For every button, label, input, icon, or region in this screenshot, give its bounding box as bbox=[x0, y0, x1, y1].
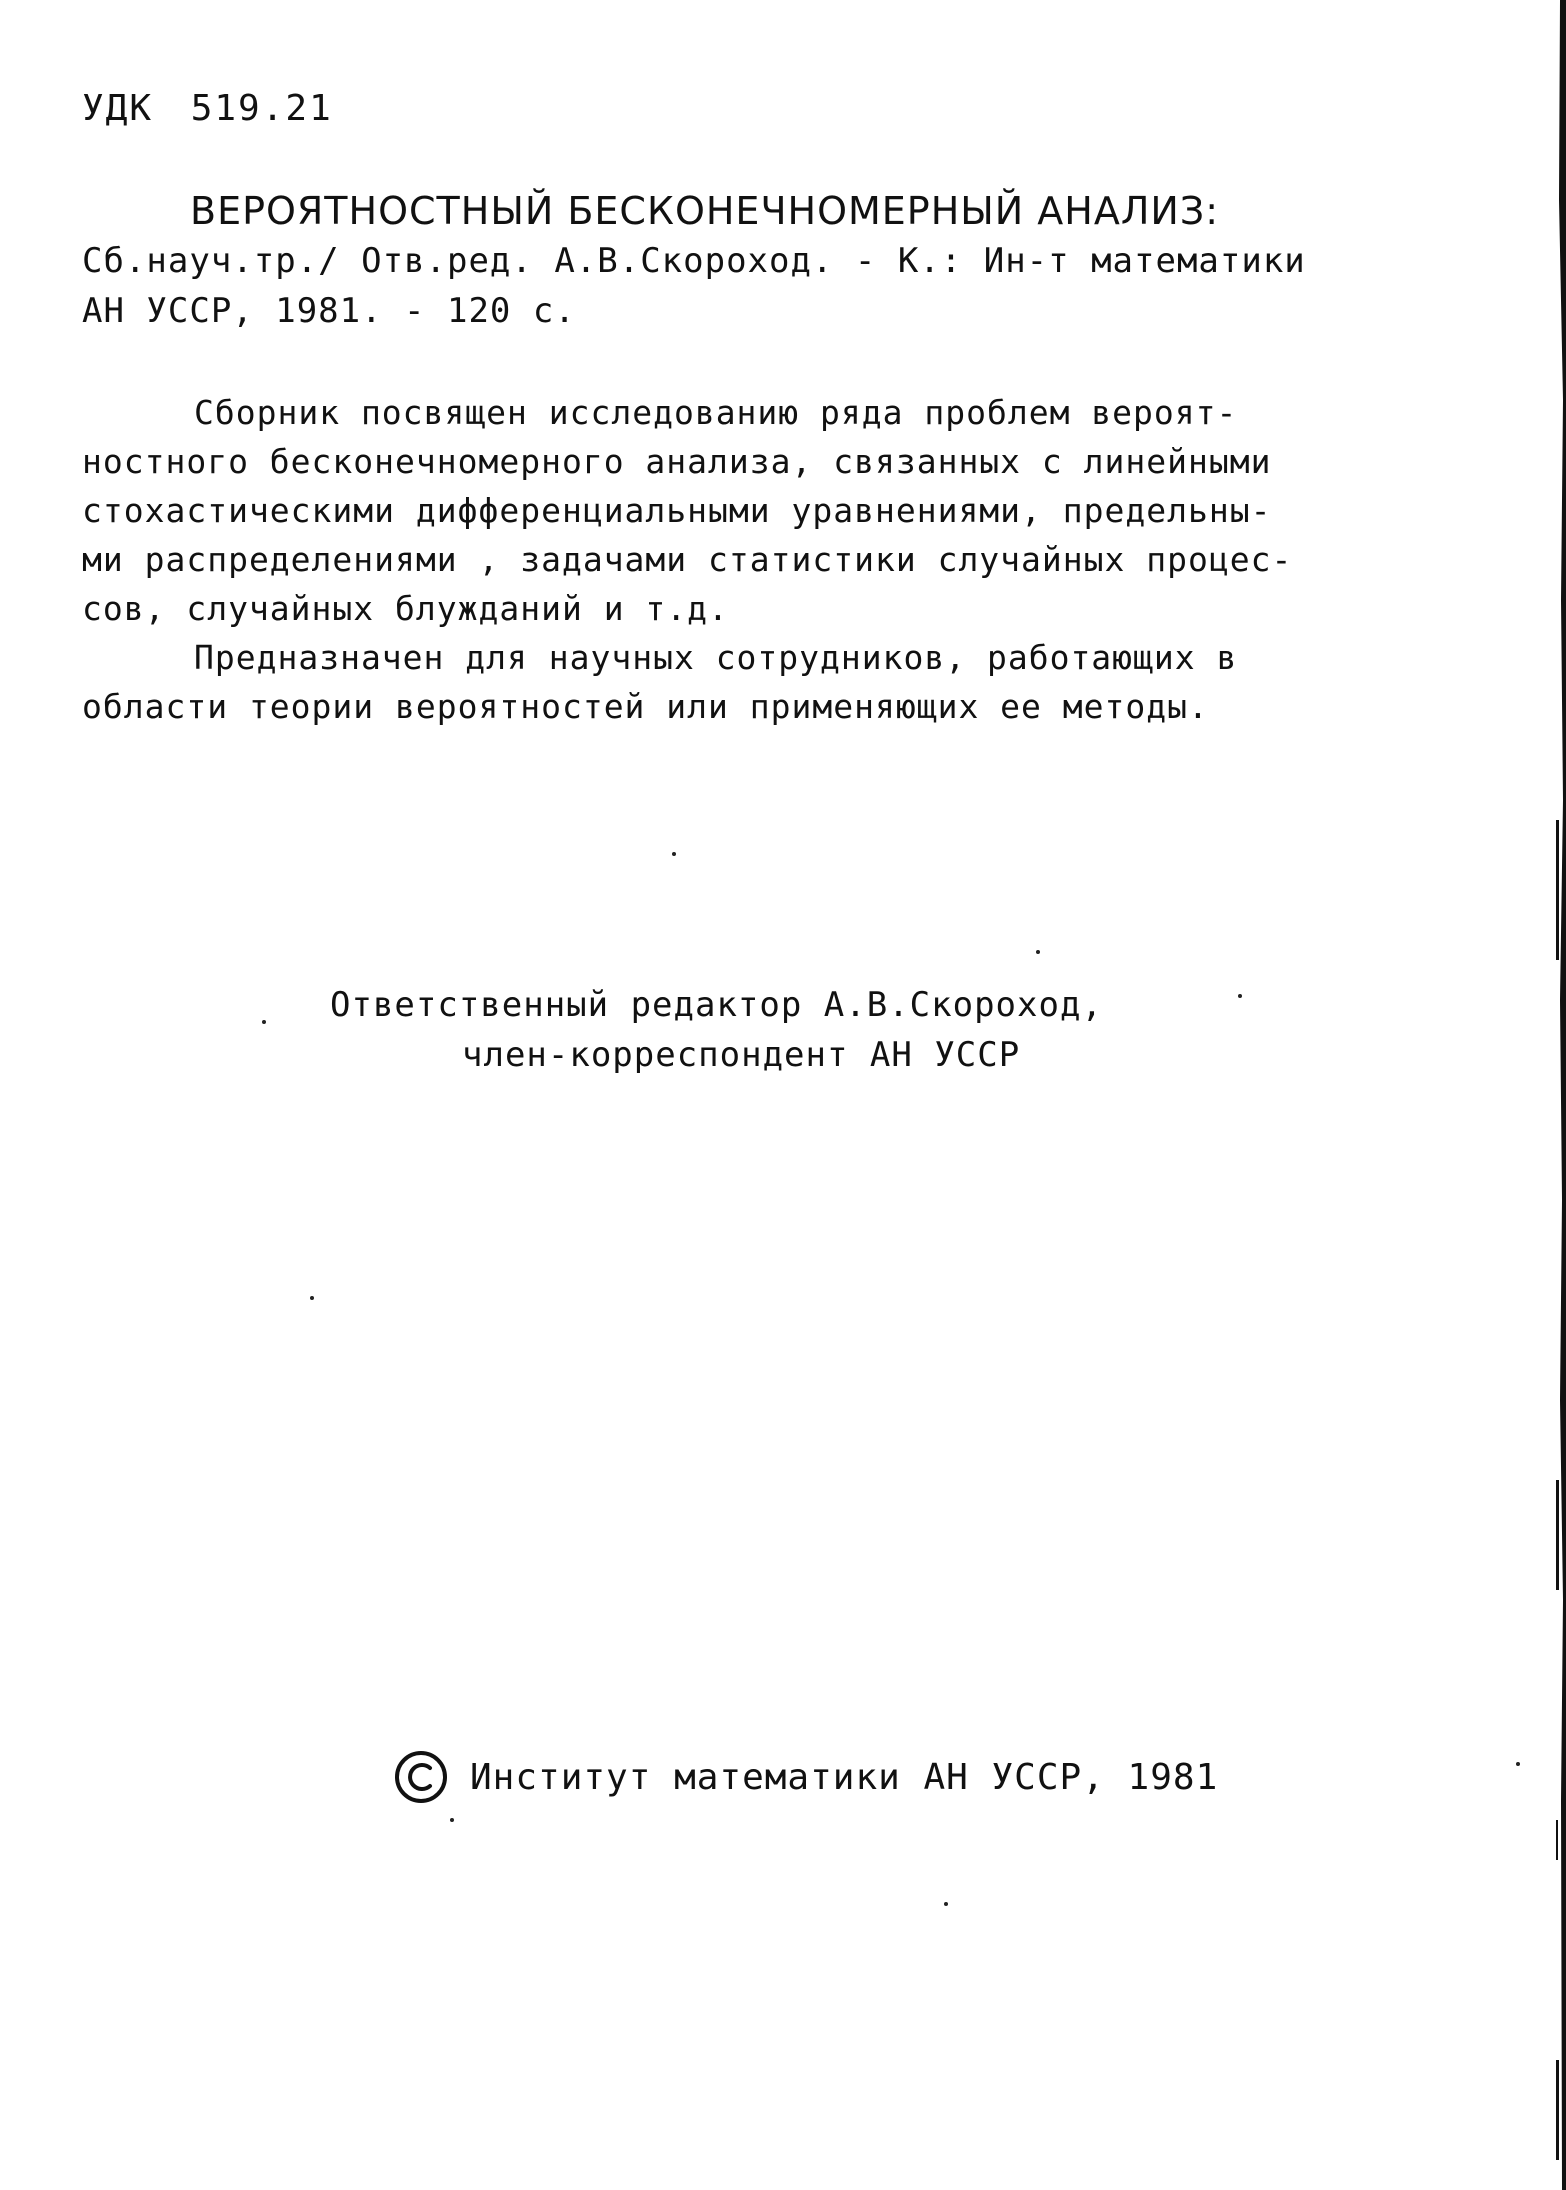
scan-speck bbox=[944, 1902, 948, 1906]
annotation-line-6: Предназначен для научных сотрудников, работающих в bbox=[194, 638, 1238, 677]
scan-speck bbox=[1238, 994, 1242, 998]
bibliographic-record bbox=[82, 186, 1402, 336]
scan-speck bbox=[672, 852, 676, 856]
copyright-text: Институт математики АН УССР, 1981 bbox=[470, 1756, 1219, 1798]
annotation-line-7: области теории вероятностей или применяющих ее методы. bbox=[82, 687, 1209, 726]
annotation-line-4: ми распределениями , задачами статистики случайных процес- bbox=[82, 540, 1293, 579]
scan-speck bbox=[262, 1020, 266, 1024]
scan-speck bbox=[310, 1296, 314, 1300]
annotation-line-5: сов, случайных блужданий и т.д. bbox=[82, 589, 729, 628]
annotation-line-3: стохастическими дифференциальными уравнениями, предельны- bbox=[82, 491, 1272, 530]
editor-line-1: Ответственный редактор А.В.Скороход, bbox=[330, 985, 1103, 1025]
editor-line-2: член-корреспондент АН УССР bbox=[462, 1035, 1021, 1075]
bibliographic-line-3: АН УССР, 1981. - 120 с. bbox=[82, 291, 576, 331]
copyright-circle-icon bbox=[394, 1750, 448, 1804]
udk-code: УДК 519.21 bbox=[82, 88, 333, 129]
scan-speck bbox=[1036, 950, 1040, 954]
book-title: ВЕРОЯТНОСТНЫЙ БЕСКОНЕЧНОМЕРНЫЙ АНАЛИЗ: bbox=[190, 189, 1220, 233]
annotation-line-1: Сборник посвящен исследованию ряда проблем вероят- bbox=[194, 393, 1238, 432]
responsible-editor bbox=[330, 980, 1103, 1080]
scan-speck bbox=[450, 1818, 454, 1822]
scan-speck bbox=[1516, 1762, 1520, 1766]
annotation bbox=[82, 388, 1402, 731]
annotation-line-2: ностного бесконечномерного анализа, связанных с линейными bbox=[82, 442, 1272, 481]
bibliographic-line-2: Сб.науч.тр./ Отв.ред. А.В.Скороход. - К.: Ин-т математики bbox=[82, 241, 1306, 281]
copyright-notice bbox=[394, 1750, 1218, 1804]
page-edge-scan-artifact bbox=[1536, 0, 1566, 2190]
